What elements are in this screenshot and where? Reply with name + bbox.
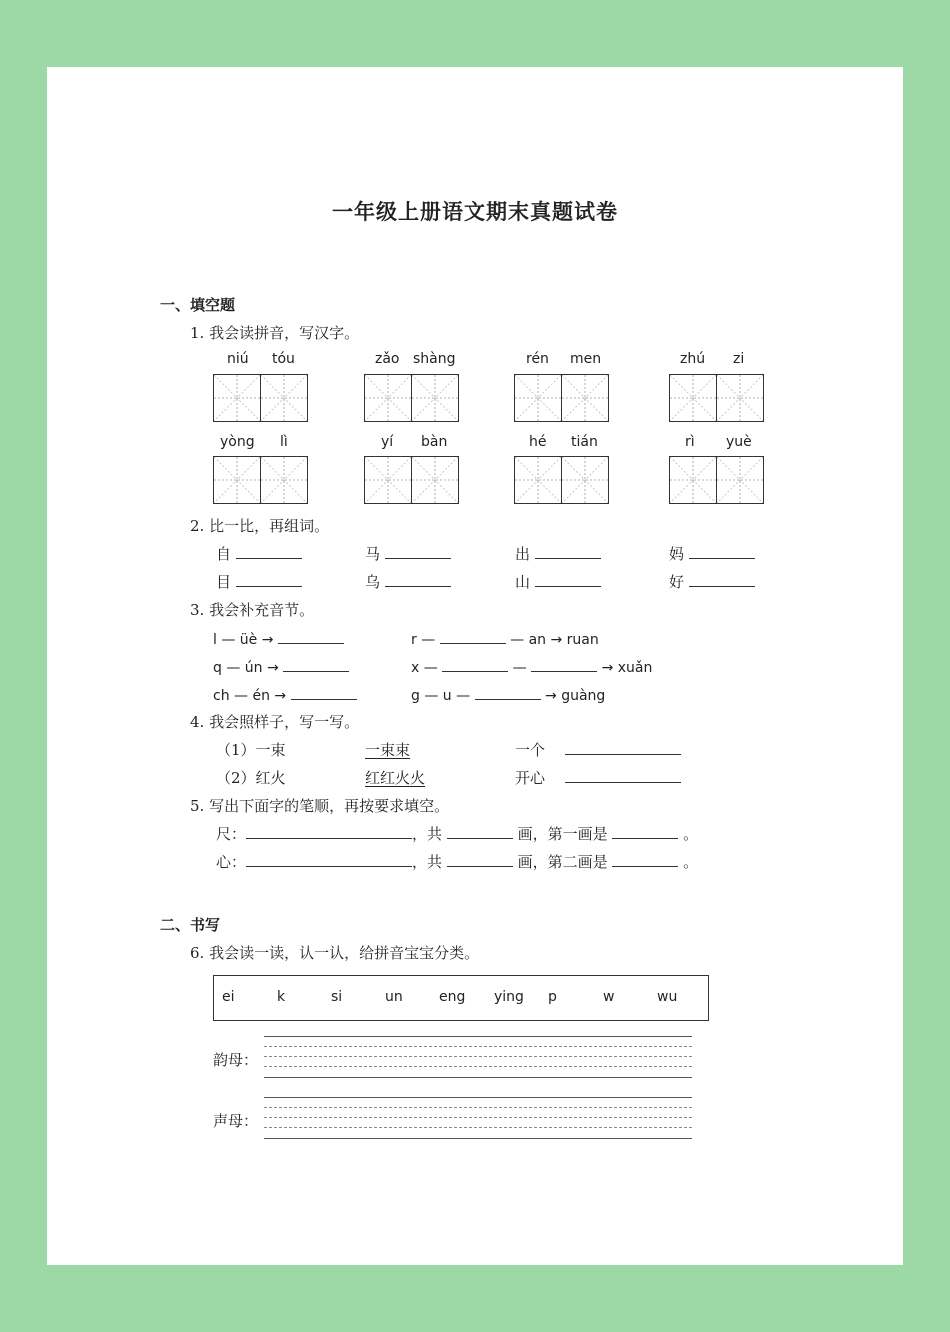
pinyin-label: yuè	[726, 434, 752, 450]
pinyin-item: w	[603, 989, 615, 1005]
pinyin-item: si	[331, 989, 343, 1005]
grid-guides	[717, 457, 763, 503]
grid-guides	[562, 375, 608, 421]
grid-cell[interactable]	[411, 375, 458, 421]
grid-cell[interactable]	[716, 375, 763, 421]
answer-blank[interactable]	[440, 628, 506, 644]
pinyin-label: tóu	[272, 351, 295, 367]
stroke-blank[interactable]	[612, 823, 678, 839]
grid-guides	[214, 457, 260, 503]
pinyin-label: tián	[571, 434, 598, 450]
pinyin-label: rén	[526, 351, 549, 367]
stroke-character: 尺：	[216, 825, 247, 843]
question-5-prompt: 5. 写出下面字的笔顺，再按要求填空。	[190, 797, 450, 815]
syllable-formula: q — ún →	[213, 660, 279, 676]
pinyin-label: men	[570, 351, 602, 367]
writing-line[interactable]	[264, 1097, 692, 1098]
grid-guides	[717, 375, 763, 421]
text-label: 。	[683, 853, 699, 871]
answer-blank[interactable]	[689, 543, 755, 559]
pinyin-item: ying	[494, 989, 524, 1005]
answer-blank[interactable]	[531, 656, 597, 672]
answer-blank[interactable]	[442, 656, 508, 672]
grid-cell[interactable]	[260, 375, 307, 421]
pinyin-item: k	[277, 989, 286, 1005]
example-answer: 红红火火	[365, 769, 426, 787]
pinyin-item: un	[385, 989, 403, 1005]
writing-guide-line	[264, 1117, 692, 1118]
grid-cell[interactable]	[365, 457, 411, 503]
grid-guides	[515, 457, 561, 503]
grid-cell[interactable]	[214, 457, 260, 503]
stroke-blank[interactable]	[612, 851, 678, 867]
grid-guides	[515, 375, 561, 421]
question-6-prompt: 6. 我会读一读，认一认，给拼音宝宝分类。	[190, 944, 480, 962]
pinyin-label: rì	[685, 434, 695, 450]
pinyin-label: bàn	[421, 434, 448, 450]
writing-guide-line	[264, 1127, 692, 1128]
pinyin-label: yòng	[220, 434, 255, 450]
grid-cell[interactable]	[670, 457, 716, 503]
answer-blank[interactable]	[475, 684, 541, 700]
grid-cell[interactable]	[365, 375, 411, 421]
character: 山	[515, 573, 531, 591]
example-answer: 一束束	[365, 741, 411, 759]
shengmu-label: 声母：	[213, 1112, 259, 1130]
writing-line[interactable]	[264, 1077, 692, 1078]
pinyin-item: p	[548, 989, 557, 1005]
character: 目	[216, 573, 232, 591]
section-heading-writing: 二、书写	[160, 916, 221, 934]
grid-guides	[412, 375, 458, 421]
character: 马	[365, 545, 381, 563]
pinyin-label: lì	[280, 434, 288, 450]
writing-grid[interactable]	[364, 374, 459, 422]
grid-cell[interactable]	[214, 375, 260, 421]
grid-cell[interactable]	[260, 457, 307, 503]
answer-blank[interactable]	[689, 571, 755, 587]
grid-guides	[261, 457, 307, 503]
grid-guides	[365, 375, 411, 421]
question-4-prompt: 4. 我会照样子，写一写。	[190, 713, 360, 731]
question-2-prompt: 2. 比一比，再组词。	[190, 517, 330, 535]
writing-line[interactable]	[264, 1036, 692, 1037]
character: 妈	[669, 545, 685, 563]
writing-guide-line	[264, 1066, 692, 1067]
writing-guide-line	[264, 1107, 692, 1108]
grid-guides	[214, 375, 260, 421]
stroke-count-blank[interactable]	[447, 823, 513, 839]
character: 出	[515, 545, 531, 563]
stroke-character: 心：	[216, 853, 247, 871]
stroke-count-blank[interactable]	[447, 851, 513, 867]
text-label: 画，第一画是	[517, 825, 608, 843]
pinyin-label: zhú	[680, 351, 706, 367]
text-label: ，共	[412, 825, 443, 843]
answer-blank[interactable]	[565, 767, 681, 783]
grid-guides	[261, 375, 307, 421]
pinyin-item: eng	[439, 989, 466, 1005]
pinyin-label: zi	[733, 351, 745, 367]
character: 好	[669, 573, 685, 591]
question-1-prompt: 1. 我会读拼音，写汉字。	[190, 324, 360, 342]
page-title: 一年级上册语文期末真题试卷	[332, 200, 618, 224]
question-3-prompt: 3. 我会补充音节。	[190, 601, 315, 619]
writing-grid[interactable]	[669, 456, 764, 504]
writing-guide-line	[264, 1056, 692, 1057]
example-label: （1）一束	[216, 741, 286, 759]
syllable-formula: —	[512, 660, 527, 676]
syllable-formula: ch — én →	[213, 688, 287, 704]
syllable-formula: r —	[411, 632, 436, 648]
syllable-formula: → guàng	[545, 688, 606, 704]
text-label: ，共	[412, 853, 443, 871]
stroke-order-blank[interactable]	[246, 851, 412, 867]
writing-grid[interactable]	[669, 374, 764, 422]
syllable-formula: x —	[411, 660, 438, 676]
exercise-word: 开心	[515, 769, 546, 787]
answer-blank[interactable]	[278, 628, 344, 644]
character: 乌	[365, 573, 381, 591]
answer-blank[interactable]	[283, 656, 349, 672]
pinyin-label: yí	[381, 434, 394, 450]
pinyin-item: ei	[222, 989, 235, 1005]
answer-blank[interactable]	[385, 571, 451, 587]
answer-blank[interactable]	[291, 684, 357, 700]
writing-guide-line	[264, 1046, 692, 1047]
pinyin-label: shàng	[413, 351, 456, 367]
pinyin-box	[213, 975, 709, 1021]
grid-guides	[365, 457, 411, 503]
yunmu-label: 韵母：	[213, 1051, 259, 1069]
grid-cell[interactable]	[561, 375, 608, 421]
writing-grid[interactable]	[514, 374, 609, 422]
exercise-word: 一个	[515, 741, 546, 759]
answer-blank[interactable]	[535, 571, 601, 587]
example-label: （2）红火	[216, 769, 286, 787]
grid-guides	[670, 375, 716, 421]
syllable-formula: g — u —	[411, 688, 471, 704]
grid-cell[interactable]	[515, 457, 561, 503]
section-heading-fill-blank: 一、填空题	[160, 296, 236, 314]
pinyin-label: zǎo	[375, 351, 400, 367]
syllable-formula: → xuǎn	[601, 660, 653, 676]
writing-grid[interactable]	[364, 456, 459, 504]
syllable-formula: l — üè →	[213, 632, 274, 648]
writing-grid[interactable]	[213, 456, 308, 504]
answer-blank[interactable]	[535, 543, 601, 559]
grid-guides	[412, 457, 458, 503]
answer-blank[interactable]	[385, 543, 451, 559]
grid-guides	[562, 457, 608, 503]
grid-cell[interactable]	[411, 457, 458, 503]
grid-cell[interactable]	[561, 457, 608, 503]
writing-grid[interactable]	[514, 456, 609, 504]
text-label: 画，第二画是	[517, 853, 608, 871]
writing-line[interactable]	[264, 1138, 692, 1139]
pinyin-label: hé	[529, 434, 547, 450]
pinyin-item: wu	[657, 989, 678, 1005]
answer-blank[interactable]	[236, 543, 302, 559]
pinyin-label: niú	[227, 351, 249, 367]
answer-blank[interactable]	[236, 571, 302, 587]
syllable-formula: — an → ruan	[510, 632, 599, 648]
grid-cell[interactable]	[670, 375, 716, 421]
grid-cell[interactable]	[515, 375, 561, 421]
character: 自	[216, 545, 232, 563]
stroke-order-blank[interactable]	[246, 823, 412, 839]
grid-guides	[670, 457, 716, 503]
grid-cell[interactable]	[716, 457, 763, 503]
text-label: 。	[683, 825, 699, 843]
answer-blank[interactable]	[565, 739, 681, 755]
writing-grid[interactable]	[213, 374, 308, 422]
